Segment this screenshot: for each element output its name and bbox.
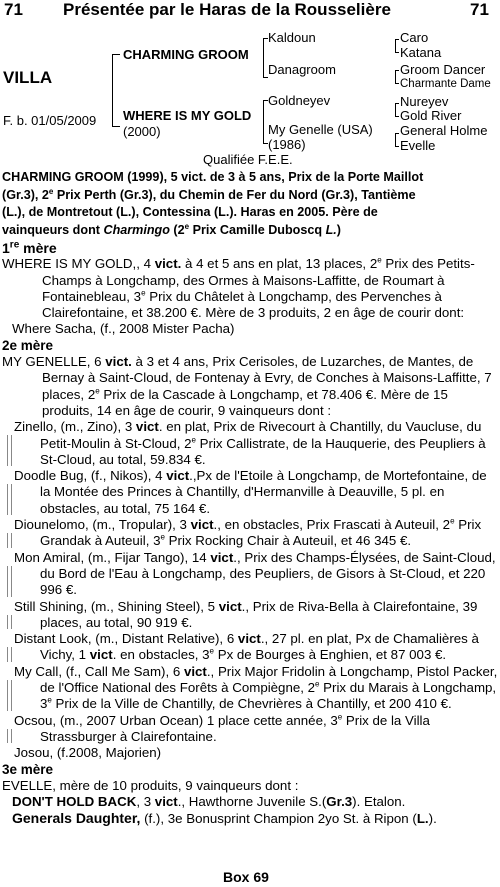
great-granddam-1: Katana: [400, 45, 442, 60]
produce-entry: Distant Look, (m., Distant Relative), 6 vict., 27 pl. en plat, Px de Chamalières à Vichy, 1 vict. en obstacles, 3e Px de Bourges à Enghien, et 87 003 €.: [2, 631, 498, 664]
granddam-2-year: (1986): [268, 137, 306, 152]
bracket-line: [395, 70, 399, 71]
produce-entry: Generals Daughter, (f.), 3e Bonusprint Champion 2yo St. à Ripon (L.).: [12, 810, 437, 827]
second-dam-heading: 2e mère: [2, 337, 54, 353]
grandsire-2: Goldneyev: [268, 93, 331, 108]
bracket-line: [112, 126, 120, 127]
indent-rule: [7, 680, 8, 711]
produce-entry: Diounelomo, (m., Tropular), 3 vict., en obstacles, Prix Frascati à Auteuil, 2e Prix Grandak à Auteuil, 3e Prix Rocking Chair à Auteuil, et 46 345 €.: [2, 517, 498, 550]
lot-description: [2, 169, 498, 828]
indent-rule: [11, 533, 12, 548]
indent-rule: [11, 680, 12, 711]
indent-rule: [7, 566, 8, 597]
produce-entry: Ocsou, (m., 2007 Urban Ocean) 1 place cette année, 3e Prix de la Villa Strassburger à Clairefontaine.: [2, 713, 498, 746]
horse-info: F. b. 01/05/2009: [3, 113, 97, 128]
first-dam-heading: 1re mère: [2, 239, 57, 256]
qualification: Qualifiée F.E.E.: [203, 152, 293, 167]
produce-entry: My Call, (f., Call Me Sam), 6 vict., Prix Major Fridolin à Longchamp, Pistol Packer, de l'Office National des Forêts à Compiègne, 2e Prix du Marais à Longchamp, 3e Prix de la Ville de Chantilly, de Chevrières à Chantilly, et 200 410 €.: [2, 664, 498, 713]
second-dam-record: MY GENELLE, 6 vict. à 3 et 4 ans, Prix Cerisoles, de Luzarches, de Mantes, de Bernay à Saint-Cloud, de Fontenay à Evry, de Conches à Maisons-Laffitte, 7 places, 2e Prix de la Cascade à Longchamp, et 78.406 €. Mère de 15 produits, 14 en âge de courir, 9 vainqueurs dont :: [2, 354, 492, 418]
sire-note-line: vainqueurs dont Charmingo (2e Prix Camille Duboscq L.): [2, 221, 341, 237]
indent-rule: [11, 566, 12, 597]
indent-rule: [7, 615, 8, 630]
horse-name: VILLA: [3, 68, 53, 87]
great-grandsire-2: Groom Dancer: [400, 62, 486, 77]
bracket-line: [395, 83, 399, 84]
indent-rule: [7, 647, 8, 662]
sire-note-line: (Gr.3), 2e Prix Perth (Gr.3), du Chemin de Fer du Nord (Gr.3), Tantième: [2, 186, 416, 202]
great-granddam-3: Gold River: [400, 108, 462, 123]
bracket-line: [395, 133, 396, 147]
bracket-line: [395, 52, 399, 53]
indent-rule: [11, 484, 12, 515]
great-grandsire-1: Caro: [400, 30, 429, 45]
indent-rule: [7, 435, 8, 466]
bracket-line: [263, 100, 264, 144]
first-dam-record: WHERE IS MY GOLD,, 4 vict. à 4 et 5 ans en plat, 13 places, 2e Prix des Petits-Champs à Longchamp, des Ormes à Maisons-Laffitte, de Roumart à Fontainebleau, 3e Prix du Châtelet à Longchamp, des Pervenches à Clairefontaine, et 38.200 €. Mère de 3 produits, 2 en âge de courir dont:: [2, 255, 475, 321]
indent-rule: [11, 729, 12, 744]
indent-rule: [11, 615, 12, 630]
great-grandsire-4: General Holme: [400, 123, 488, 138]
lot-number-left: 71: [4, 0, 23, 19]
bracket-line: [395, 116, 399, 117]
third-dam-heading: 3e mère: [2, 761, 54, 777]
third-dam-record: EVELLE, mère de 10 produits, 9 vainqueurs dont :: [2, 777, 299, 793]
first-dam-produce: Where Sacha, (f., 2008 Mister Pacha): [12, 321, 235, 337]
produce-entry: Doodle Bug, (f., Nikos), 4 vict.,Px de l'Etoile à Longchamp, de Mortefontaine, de la Montée des Princes à Chantilly, d'Hermanville à Deauville, 5 pl. en obstacles, au total, 75 164 €.: [2, 468, 498, 517]
grandsire-1: Kaldoun: [268, 30, 316, 45]
great-grandsire-3: Nureyev: [400, 94, 449, 109]
sire-note-line: (L.), de Montretout (L.), Contessina (L.). Haras en 2005. Père de: [2, 205, 378, 219]
bracket-line: [395, 70, 396, 84]
box-number: Box 69: [223, 869, 269, 885]
bracket-line: [395, 39, 399, 40]
lot-number-right: 71: [470, 0, 489, 19]
dam-year: (2000): [123, 124, 161, 139]
produce-entry: Zinello, (m., Zino), 3 vict. en plat, Prix de Rivecourt à Chantilly, du Vaucluse, du Petit-Moulin à St-Cloud, 2e Prix Callistrate, de la Hauquerie, des Peupliers à St-Cloud, au total, 59.834 €.: [2, 419, 498, 468]
produce-entry: Josou, (f.2008, Majorien): [14, 745, 162, 761]
sire-note: [2, 169, 498, 239]
indent-rule: [7, 533, 8, 548]
granddam-2: My Genelle (USA): [268, 122, 373, 137]
bracket-line: [263, 38, 264, 78]
great-granddam-4: Evelle: [400, 138, 436, 153]
bracket-line: [112, 54, 113, 127]
sire-name: CHARMING GROOM: [123, 47, 249, 62]
indent-rule: [7, 729, 8, 744]
great-granddam-2: Charmante Dame: [400, 78, 491, 90]
page-title: Présentée par le Haras de la Rousselière: [63, 0, 391, 19]
indent-rule: [7, 484, 8, 515]
sire-note-line: CHARMING GROOM (1999), 5 vict. de 3 à 5 ans, Prix de la Porte Maillot: [2, 170, 424, 184]
bracket-line: [395, 39, 396, 53]
bracket-line: [395, 146, 399, 147]
produce-entry: Still Shining, (m., Shining Steel), 5 vict., Prix de Riva-Bella à Clairefontaine, 39 places, au total, 90 919 €.: [2, 599, 498, 632]
bracket-line: [112, 54, 120, 55]
bracket-line: [395, 133, 399, 134]
indent-rule: [11, 647, 12, 662]
granddam-1: Danagroom: [268, 62, 336, 77]
indent-rule: [11, 435, 12, 466]
bracket-line: [263, 77, 268, 78]
produce-entry: Mon Amiral, (m., Fijar Tango), 14 vict., Prix des Champs-Élysées, de Saint-Cloud, du Bord de l'Eau à Longchamp, des Peupliers, de Gisors à St-Cloud, et 220 996 €.: [2, 550, 498, 599]
bracket-line: [395, 103, 396, 117]
bracket-line: [395, 103, 399, 104]
produce-entry: DON'T HOLD BACK, 3 vict., Hawthorne Juvenile S.(Gr.3). Etalon.: [12, 794, 406, 810]
dam-name: WHERE IS MY GOLD: [123, 108, 252, 123]
